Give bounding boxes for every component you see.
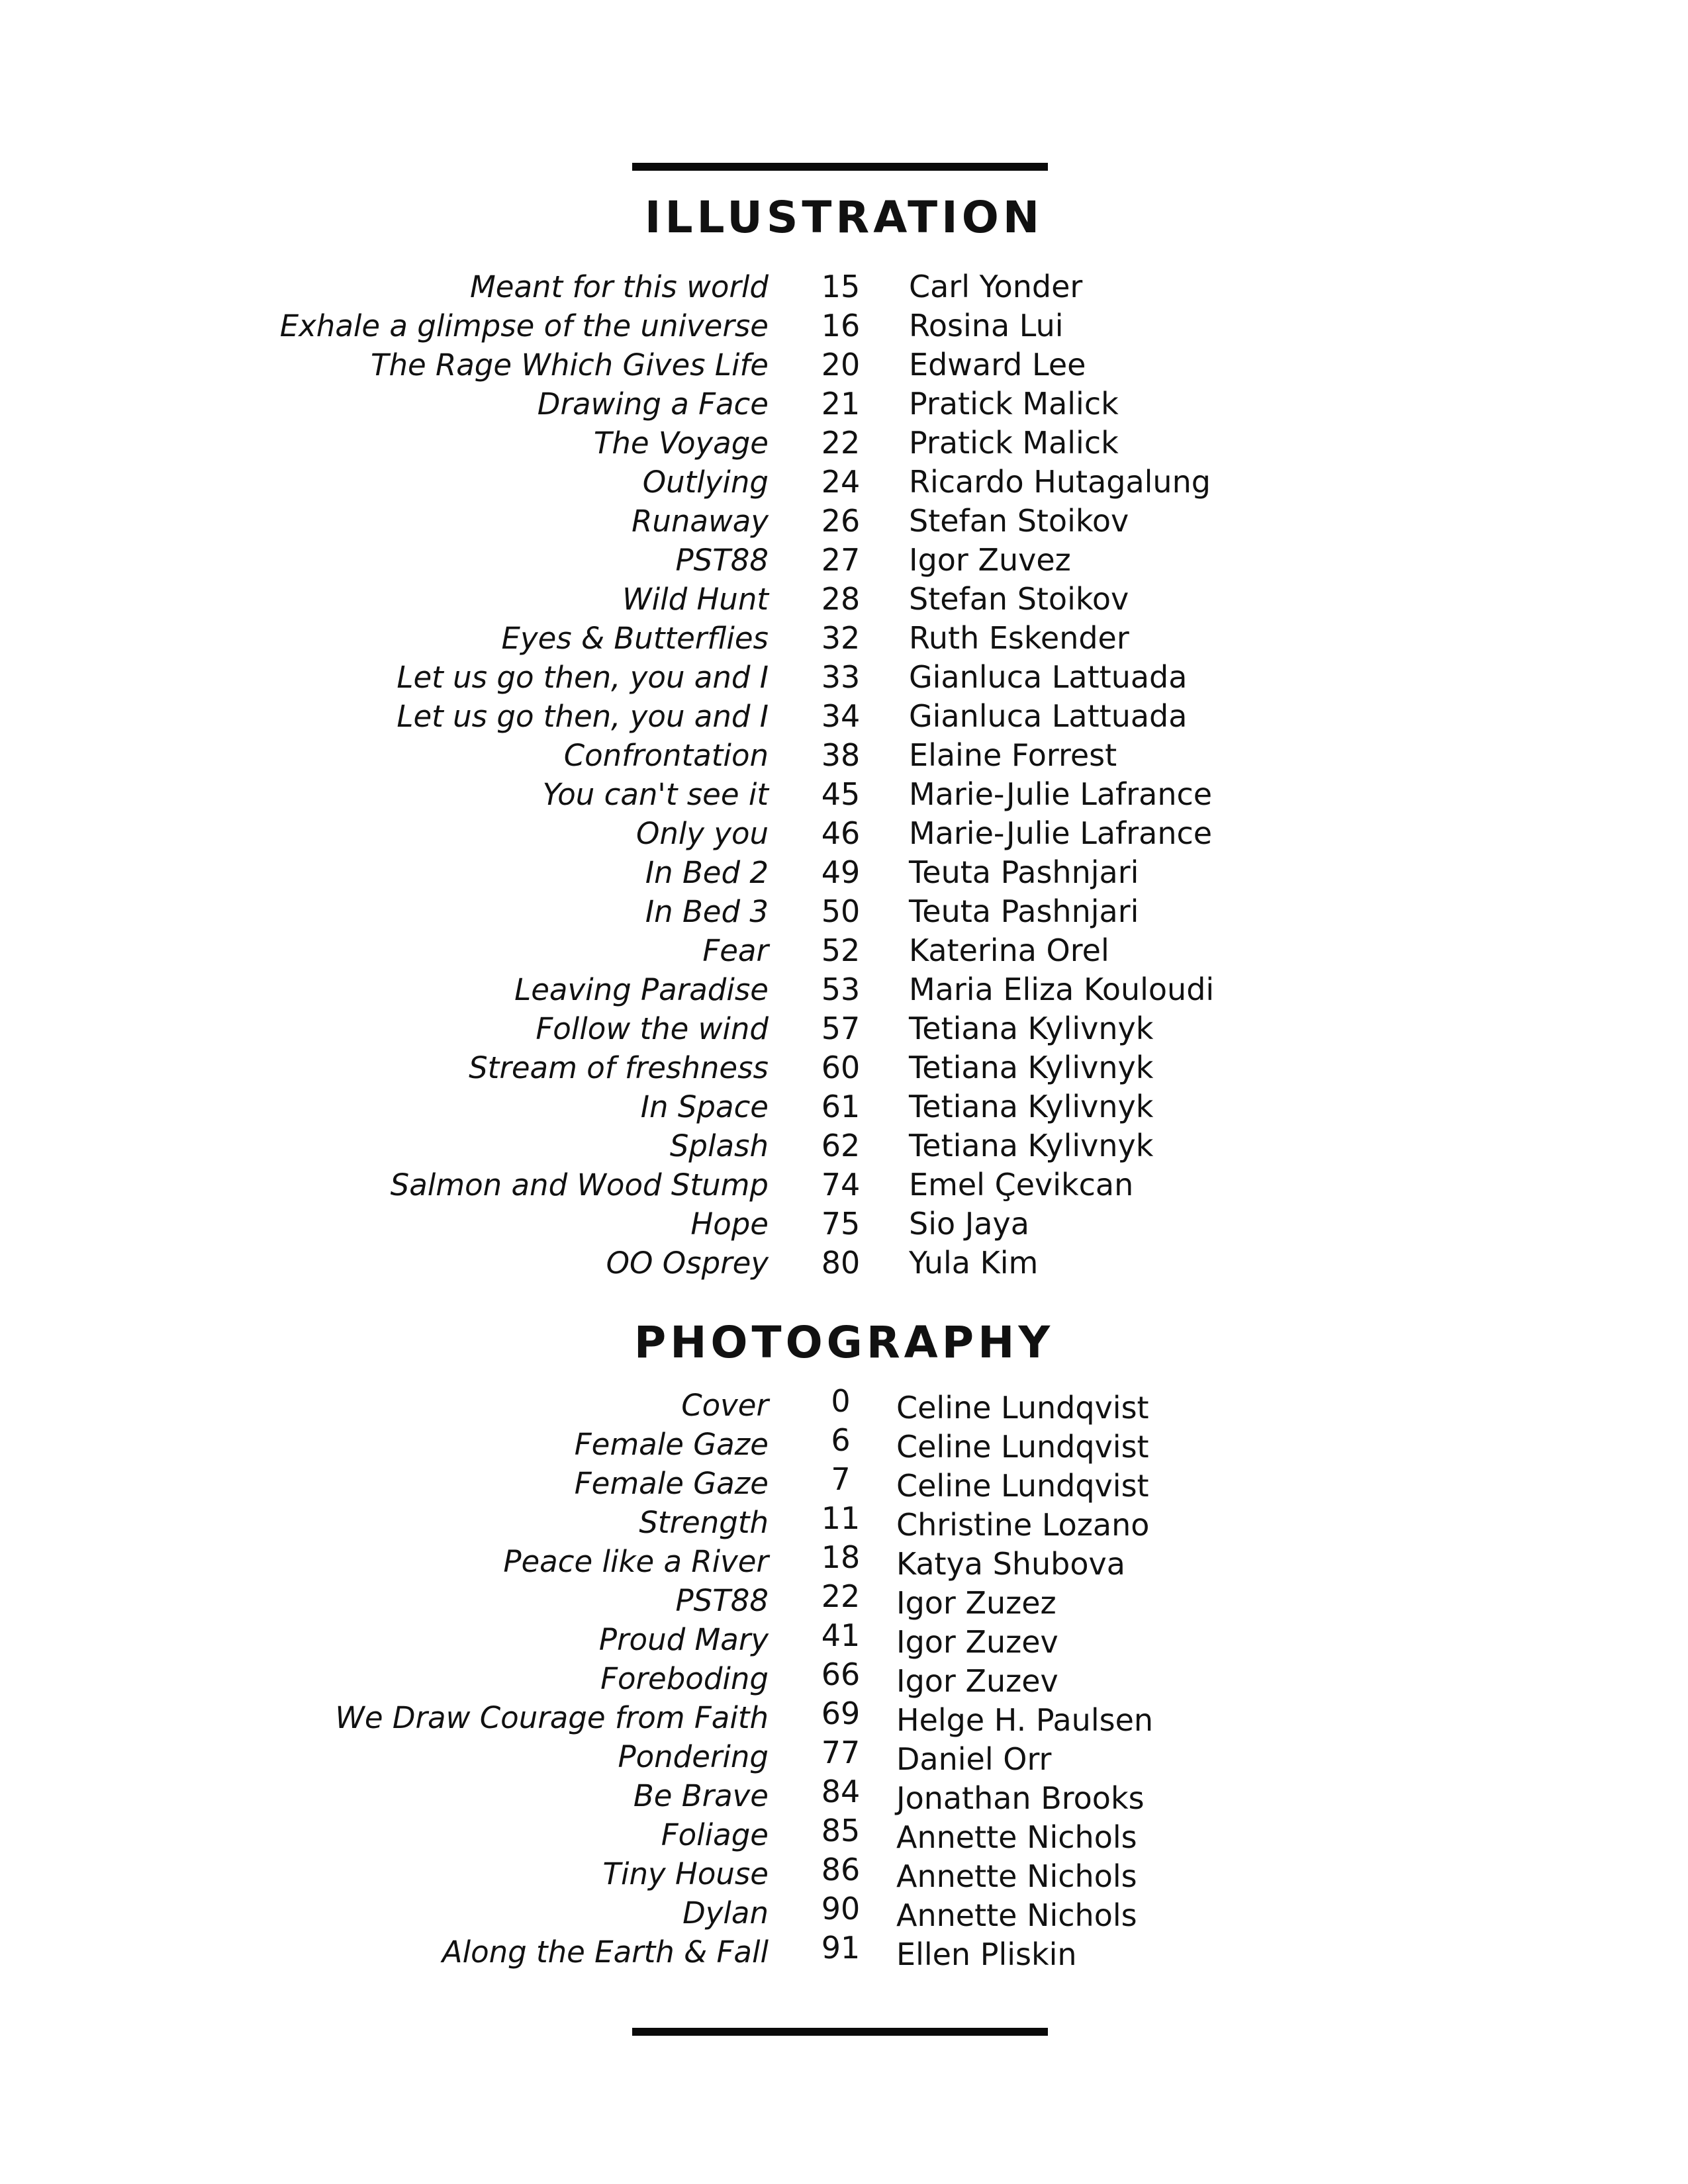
- entry-artist: Igor Zuzev: [896, 1663, 1058, 1699]
- entry-title: Female Gaze: [574, 1466, 769, 1501]
- entry-artist: Emel Çevikcan: [909, 1167, 1134, 1203]
- photography-heading: PHOTOGRAPHY: [633, 1317, 1055, 1368]
- bottom-divider-rule: [632, 2028, 1048, 2036]
- entry-artist: Teuta Pashnjari: [909, 893, 1139, 929]
- entry-title: Cover: [681, 1388, 769, 1423]
- photography-entry: [0, 1930, 1688, 1972]
- entry-title: Proud Mary: [598, 1622, 769, 1657]
- entry-artist: Sio Jaya: [909, 1206, 1029, 1242]
- entry-artist: Pratick Malick: [909, 425, 1119, 461]
- entry-title: You can't see it: [542, 777, 769, 812]
- entry-title: Only you: [635, 816, 769, 851]
- photography-entry: [0, 1539, 1688, 1582]
- illustration-entry: [0, 385, 1688, 424]
- illustration-entry: [0, 580, 1688, 619]
- entry-title: OO Osprey: [606, 1246, 769, 1281]
- entry-artist: Christine Lozano: [896, 1507, 1150, 1543]
- photography-entry: [0, 1893, 1688, 1933]
- illustration-entry: [0, 814, 1688, 853]
- entry-page-number: 85: [821, 1813, 861, 1848]
- illustration-entry: [0, 736, 1688, 775]
- entry-artist: Igor Zuzez: [896, 1585, 1056, 1621]
- entry-page-number: 62: [821, 1128, 861, 1163]
- illustration-entry: [0, 619, 1688, 658]
- photography-entry: [0, 1383, 1688, 1426]
- entry-page-number: 50: [821, 893, 861, 929]
- entry-artist: Annette Nichols: [896, 1897, 1137, 1933]
- entry-artist: Elaine Forrest: [909, 737, 1117, 773]
- entry-title: Hope: [690, 1206, 769, 1242]
- entry-artist: Tetiana Kylivnyk: [909, 1050, 1154, 1085]
- photography-entry: [0, 1737, 1688, 1776]
- entry-page-number: 33: [821, 659, 861, 695]
- entry-title: Outlying: [642, 465, 769, 500]
- entry-artist: Carl Yonder: [909, 269, 1083, 304]
- entry-page-number: 18: [821, 1539, 861, 1575]
- illustration-entry: [0, 1009, 1688, 1048]
- illustration-list: [0, 267, 1688, 1283]
- entry-artist: Stefan Stoikov: [909, 581, 1129, 617]
- illustration-entry: [0, 1165, 1688, 1205]
- entry-page-number: 22: [821, 1578, 861, 1614]
- entry-title: Peace like a River: [503, 1544, 769, 1579]
- photography-entry: [0, 1461, 1688, 1504]
- entry-artist: Tetiana Kylivnyk: [909, 1011, 1154, 1046]
- entry-title: Pondering: [618, 1739, 769, 1774]
- entry-title: PST88: [675, 1583, 769, 1618]
- entry-artist: Ellen Pliskin: [896, 1936, 1077, 1972]
- entry-title: Be Brave: [633, 1778, 769, 1813]
- photography-entry: [0, 1578, 1688, 1621]
- illustration-entry: [0, 1244, 1688, 1283]
- entry-artist: Igor Zuzev: [896, 1624, 1058, 1660]
- entry-title: In Space: [640, 1089, 769, 1124]
- entry-page-number: 60: [821, 1050, 861, 1085]
- entry-artist: Celine Lundqvist: [896, 1429, 1149, 1465]
- entry-page-number: 27: [821, 542, 861, 578]
- illustration-heading: ILLUSTRATION: [644, 192, 1044, 243]
- entry-page-number: 26: [821, 503, 861, 539]
- entry-artist: Gianluca Lattuada: [909, 659, 1188, 695]
- illustration-entry: [0, 853, 1688, 892]
- entry-page-number: 69: [821, 1696, 861, 1731]
- entry-artist: Teuta Pashnjari: [909, 854, 1139, 890]
- entry-page-number: 34: [821, 698, 861, 734]
- illustration-entry: [0, 1048, 1688, 1087]
- entry-artist: Igor Zuvez: [909, 542, 1071, 578]
- entry-page-number: 86: [821, 1852, 861, 1888]
- photography-entry: [0, 1854, 1688, 1893]
- entry-title: Strength: [639, 1505, 769, 1540]
- entry-artist: Edward Lee: [909, 347, 1086, 383]
- entry-title: Splash: [669, 1128, 769, 1163]
- entry-title: Let us go then, you and I: [397, 699, 769, 734]
- entry-title: Exhale a glimpse of the universe: [279, 308, 769, 343]
- entry-title: PST88: [675, 543, 769, 578]
- entry-title: Foliage: [661, 1817, 769, 1852]
- entry-artist: Rosina Lui: [909, 308, 1064, 343]
- entry-page-number: 46: [821, 815, 861, 851]
- entry-artist: Annette Nichols: [896, 1858, 1137, 1894]
- entry-page-number: 74: [821, 1167, 861, 1203]
- entry-page-number: 66: [821, 1657, 861, 1692]
- entry-artist: Ruth Eskender: [909, 620, 1129, 656]
- entry-title: Fear: [702, 933, 769, 968]
- entry-title: The Voyage: [593, 426, 769, 461]
- entry-page-number: 41: [821, 1617, 861, 1653]
- entry-title: Eyes & Butterflies: [501, 621, 769, 656]
- illustration-entry: [0, 970, 1688, 1009]
- entry-page-number: 22: [821, 425, 861, 461]
- entry-title: The Rage Which Gives Life: [370, 347, 769, 383]
- entry-title: Drawing a Face: [537, 387, 769, 422]
- entry-artist: Helge H. Paulsen: [896, 1702, 1154, 1738]
- entry-page-number: 21: [821, 386, 861, 422]
- photography-entry: [0, 1815, 1688, 1854]
- entry-page-number: 28: [821, 581, 861, 617]
- entry-title: Foreboding: [600, 1661, 769, 1696]
- entry-page-number: 90: [821, 1891, 861, 1927]
- entry-page-number: 45: [821, 776, 861, 812]
- entry-artist: Daniel Orr: [896, 1741, 1052, 1777]
- entry-artist: Ricardo Hutagalung: [909, 464, 1211, 500]
- entry-title: Let us go then, you and I: [397, 660, 769, 695]
- illustration-entry: [0, 502, 1688, 541]
- entry-page-number: 52: [821, 933, 861, 968]
- illustration-entry: [0, 463, 1688, 502]
- entry-title: Meant for this world: [469, 269, 769, 304]
- entry-page-number: 16: [821, 308, 861, 343]
- entry-page-number: 61: [821, 1089, 861, 1124]
- entry-page-number: 24: [821, 464, 861, 500]
- photography-entry: [0, 1776, 1688, 1815]
- illustration-entry: [0, 345, 1688, 385]
- entry-page-number: 6: [831, 1422, 851, 1458]
- photography-entry: [0, 1500, 1688, 1543]
- entry-page-number: 32: [821, 620, 861, 656]
- top-divider-rule: [632, 163, 1048, 171]
- entry-title: Salmon and Wood Stump: [390, 1167, 769, 1203]
- entry-page-number: 84: [821, 1774, 861, 1809]
- entry-page-number: 75: [821, 1206, 861, 1242]
- entry-artist: Marie-Julie Lafrance: [909, 815, 1213, 851]
- entry-page-number: 80: [821, 1245, 861, 1281]
- entry-title: We Draw Courage from Faith: [335, 1700, 769, 1735]
- entry-title: Along the Earth & Fall: [442, 1934, 769, 1970]
- illustration-entry: [0, 1205, 1688, 1244]
- entry-title: Follow the wind: [536, 1011, 769, 1046]
- entry-page-number: 91: [821, 1930, 861, 1966]
- entry-title: Female Gaze: [574, 1427, 769, 1462]
- entry-artist: Celine Lundqvist: [896, 1468, 1149, 1504]
- photography-entry: [0, 1698, 1688, 1737]
- entry-artist: Stefan Stoikov: [909, 503, 1129, 539]
- entry-artist: Marie-Julie Lafrance: [909, 776, 1213, 812]
- entry-artist: Tetiana Kylivnyk: [909, 1089, 1154, 1124]
- illustration-entry: [0, 658, 1688, 697]
- entry-artist: Katerina Orel: [909, 933, 1109, 968]
- illustration-entry: [0, 424, 1688, 463]
- entry-page-number: 11: [821, 1500, 861, 1536]
- illustration-entry: [0, 892, 1688, 931]
- entry-artist: Maria Eliza Kouloudi: [909, 972, 1215, 1007]
- entry-page-number: 20: [821, 347, 861, 383]
- illustration-entry: [0, 541, 1688, 580]
- entry-title: Leaving Paradise: [514, 972, 769, 1007]
- photography-list: [0, 1383, 1688, 1972]
- entry-title: Tiny House: [602, 1856, 769, 1891]
- entry-page-number: 0: [831, 1383, 851, 1419]
- photography-entry: [0, 1617, 1688, 1660]
- entry-title: Runaway: [632, 504, 769, 539]
- entry-artist: Katya Shubova: [896, 1546, 1125, 1582]
- illustration-entry: [0, 697, 1688, 736]
- entry-page-number: 49: [821, 854, 861, 890]
- entry-title: Wild Hunt: [622, 582, 769, 617]
- illustration-entry: [0, 267, 1688, 306]
- photography-entry: [0, 1659, 1688, 1698]
- entry-page-number: 15: [821, 269, 861, 304]
- illustration-entry: [0, 306, 1688, 345]
- entry-artist: Annette Nichols: [896, 1819, 1137, 1855]
- entry-artist: Yula Kim: [909, 1245, 1039, 1281]
- illustration-entry: [0, 931, 1688, 970]
- entry-page-number: 7: [831, 1461, 851, 1497]
- illustration-entry: [0, 1087, 1688, 1126]
- entry-title: In Bed 2: [645, 855, 769, 890]
- entry-page-number: 38: [821, 737, 861, 773]
- illustration-entry: [0, 775, 1688, 814]
- entry-artist: Gianluca Lattuada: [909, 698, 1188, 734]
- entry-title: Dylan: [682, 1895, 769, 1931]
- entry-artist: Celine Lundqvist: [896, 1390, 1149, 1426]
- entry-artist: Jonathan Brooks: [896, 1780, 1145, 1816]
- entry-page-number: 77: [821, 1735, 861, 1770]
- photography-entry: [0, 1422, 1688, 1465]
- entry-artist: Tetiana Kylivnyk: [909, 1128, 1154, 1163]
- entry-title: Confrontation: [563, 738, 769, 773]
- entry-title: Stream of freshness: [469, 1050, 769, 1085]
- entry-artist: Pratick Malick: [909, 386, 1119, 422]
- entry-page-number: 53: [821, 972, 861, 1007]
- entry-title: In Bed 3: [645, 894, 769, 929]
- entry-page-number: 57: [821, 1011, 861, 1046]
- illustration-entry: [0, 1126, 1688, 1165]
